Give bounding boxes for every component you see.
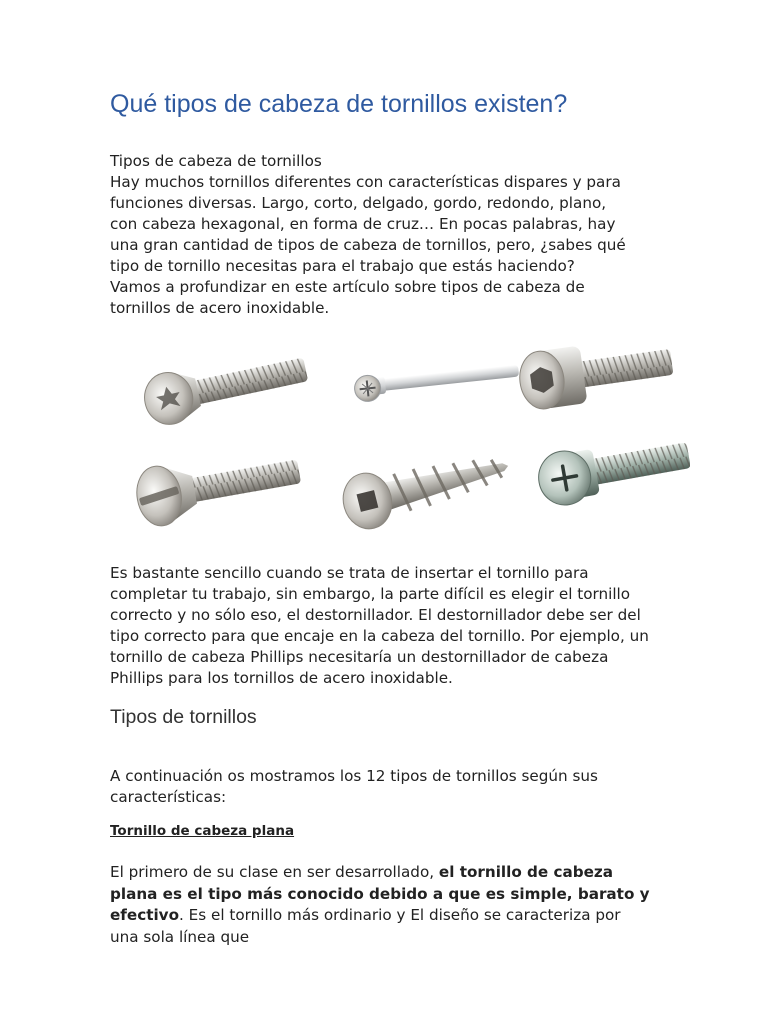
paragraph-intro-list: A continuación os mostramos los 12 tipos de tornillos según sus características: [110, 767, 598, 806]
page-title: Qué tipos de cabeza de tornillos existen? [110, 90, 568, 118]
screw-types-figure [120, 330, 690, 540]
intro-body: Hay muchos tornillos diferentes con características dispares y para funciones diversas. Largo, corto, delgado, gordo, redondo, plano, con cabeza hexagonal, en forma de cruz… En pocas palabras, hay una gran cantidad de tipos de cabeza de tornillos, pero, ¿sabes qué tipo de tornillo necesitas para el trabajo que estás haciendo? Vamos a profundizar en este artículo sobre tipos de cabeza de tornillos de acero inoxidable. [110, 173, 626, 317]
phillips-cheese-head-screw-icon [534, 430, 690, 510]
hex-socket-cap-screw-icon [516, 333, 676, 412]
paragraph-flat-head-tail: . Es el tornillo más ordinario y El diseño se caracteriza por una sola línea que [110, 906, 621, 946]
paragraph-flat-head-bold: el tornillo de cabeza plana es el tipo más conocido debido a que es simple, barato y efectivo [110, 863, 650, 924]
intro-heading: Tipos de cabeza de tornillos [110, 152, 322, 170]
torx-countersunk-screw-icon [140, 344, 311, 429]
subheading-flat-head: Tornillo de cabeza plana [110, 823, 295, 839]
intro-block [110, 151, 630, 319]
pozidriv-pin-screw-icon [353, 360, 520, 403]
paragraph-flat-head [110, 862, 650, 948]
paragraph-screwdriver: Es bastante sencillo cuando se trata de insertar el tornillo para completar tu trabajo, sin embargo, la parte difícil es elegir el tornillo correcto y no sólo eso, el destornillador. El destornillador debe ser del tipo correcto para que encaje en la cabeza del tornillo. Por ejemplo, un tornillo de cabeza Phillips necesitaría un destornillador de cabeza Phillips para los tornillos de acero inoxidable. [110, 564, 649, 687]
section-heading: Tipos de tornillos [110, 706, 257, 728]
paragraph-flat-head-lead: El primero de su clase en ser desarrollado, [110, 863, 439, 881]
slotted-countersunk-screw-icon [132, 442, 304, 530]
square-drive-wood-screw-icon [337, 439, 515, 534]
